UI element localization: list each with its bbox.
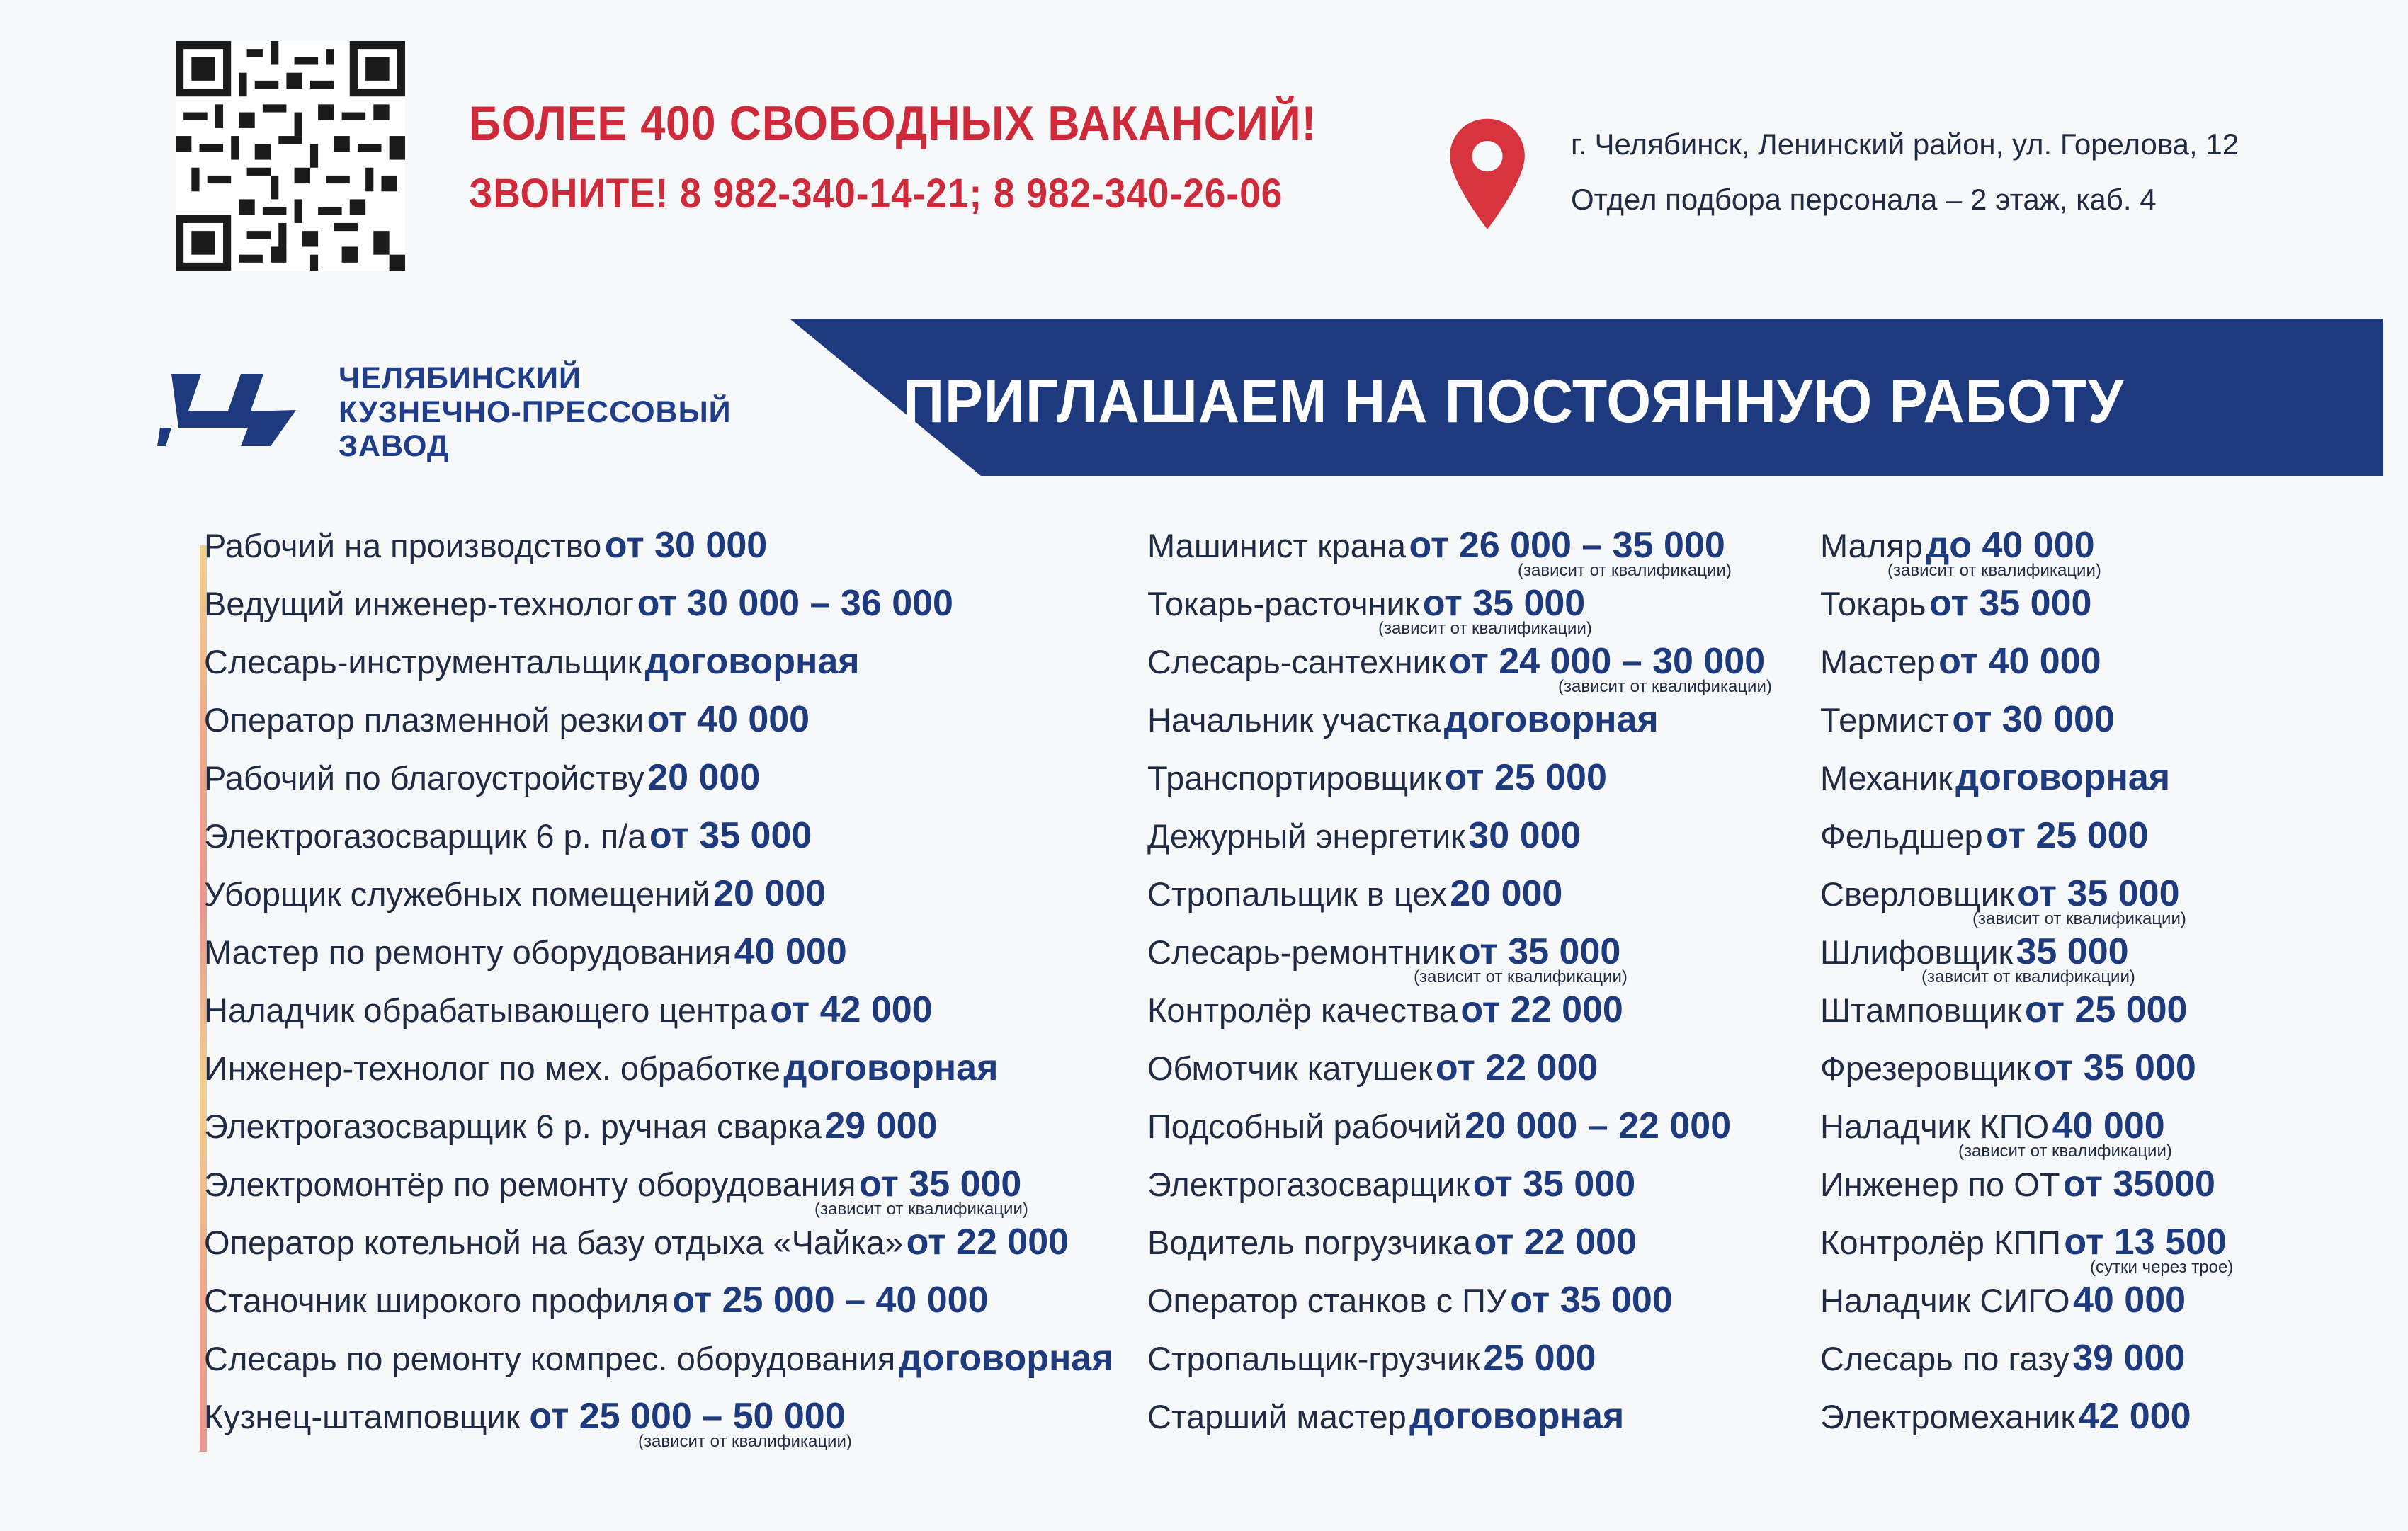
salary-note: (зависит от квалификации) (1518, 561, 1732, 580)
vacancy-title: Транспортировщик (1147, 759, 1442, 797)
vacancy-title: Стропальщик в цех (1147, 875, 1447, 913)
vacancy-salary: от 35 000 (858, 1163, 1022, 1205)
vacancy-salary: договорная (1955, 757, 2171, 798)
vacancy-title: Токарь-расточник (1147, 585, 1420, 622)
vacancy-salary: от 35 000 (1929, 583, 2092, 624)
vacancy-salary: от 40 000 (1938, 641, 2101, 682)
company-name-line: ЗАВОД (339, 429, 450, 463)
vacancy-title: Фрезеровщик (1820, 1049, 2031, 1087)
vacancy-item (1820, 756, 2227, 814)
vacancy-title: Обмотчик катушек (1147, 1049, 1433, 1087)
qr-code (176, 41, 405, 271)
vacancy-item (1147, 1279, 1765, 1337)
company-name-line: ЧЕЛЯБИНСКИЙ (339, 361, 581, 395)
vacancy-salary: от 25 000 – 40 000 (672, 1280, 989, 1321)
vacancy-title: Электромеханик (1820, 1398, 2075, 1435)
headline: БОЛЕЕ 400 СВОБОДНЫХ ВАКАНСИЙ! (469, 96, 1317, 150)
vacancy-title: Сверловщик (1820, 875, 2014, 913)
vacancy-salary: от 35 000 (2017, 873, 2180, 914)
vacancy-column-left (204, 524, 1113, 1453)
salary-note: (зависит от квалификации) (1958, 1142, 2172, 1161)
vacancy-title: Рабочий по благоустройству (204, 759, 644, 797)
vacancy-item (1147, 698, 1765, 756)
vacancy-item (204, 640, 1113, 698)
vacancy-title: Шлифовщик (1820, 933, 2014, 971)
vacancy-salary: договорная (898, 1338, 1113, 1379)
vacancy-item (204, 1337, 1113, 1395)
vacancy-item (204, 930, 1113, 989)
vacancy-title: Термист (1820, 701, 1949, 739)
vacancy-title: Стропальщик-грузчик (1147, 1340, 1480, 1377)
vacancy-salary: от 35000 (2062, 1163, 2215, 1205)
salary-note: (зависит от квалификации) (1558, 677, 1772, 696)
vacancy-item (1147, 1221, 1765, 1279)
vacancy-title: Водитель погрузчика (1147, 1224, 1471, 1261)
vacancy-salary: 20 000 – 22 000 (1465, 1105, 1732, 1146)
vacancy-salary: договорная (1409, 1396, 1625, 1437)
vacancy-title: Электрогазосварщик 6 р. ручная сварка (204, 1108, 822, 1145)
vacancy-salary: 20 000 (1450, 873, 1563, 914)
vacancy-title: Начальник участка (1147, 701, 1441, 739)
vacancy-item (1820, 872, 2227, 930)
vacancy-salary: от 25 000 (1444, 757, 1607, 798)
vacancy-item (1820, 930, 2227, 989)
vacancy-title: Слесарь-сантехник (1147, 643, 1446, 681)
bleed-through-decoration (1091, 248, 1106, 313)
vacancy-salary: 20 000 (647, 757, 761, 798)
vacancy-salary: от 22 000 (1435, 1047, 1598, 1088)
salary-note: (зависит от квалификации) (638, 1432, 852, 1451)
vacancy-title: Мастер по ремонту оборудования (204, 933, 732, 971)
vacancy-salary: 30 000 (1468, 815, 1581, 856)
vacancy-title: Оператор котельной на базу отдыха «Чайка» (204, 1224, 904, 1261)
vacancy-item (1147, 582, 1765, 640)
vacancy-title: Слесарь по ремонту компрес. оборудования (204, 1340, 896, 1377)
vacancy-title: Уборщик служебных помещений (204, 875, 710, 913)
vacancy-salary: от 30 000 – 36 000 (637, 583, 953, 624)
vacancy-salary: от 22 000 (1460, 989, 1623, 1030)
vacancy-salary: 42 000 (2078, 1396, 2191, 1437)
vacancy-salary: от 30 000 (604, 525, 768, 566)
vacancy-title: Дежурный энергетик (1147, 817, 1465, 855)
vacancy-title: Слесарь по газу (1820, 1340, 2069, 1377)
vacancy-title: Подсобный рабочий (1147, 1108, 1462, 1145)
vacancy-salary: от 22 000 (1474, 1222, 1637, 1263)
vacancy-item (1820, 1163, 2227, 1221)
vacancy-title: Старший мастер (1147, 1398, 1407, 1435)
vacancy-title: Наладчик обрабатывающего центра (204, 991, 767, 1029)
vacancy-item (1820, 640, 2227, 698)
vacancy-title: Рабочий на производство (204, 527, 602, 564)
vacancy-salary: договорная (1443, 699, 1659, 740)
vacancy-title: Электрогазосварщик (1147, 1166, 1470, 1203)
vacancy-title: Электрогазосварщик 6 р. п/а (204, 817, 647, 855)
vacancy-item (1147, 1105, 1765, 1163)
vacancy-title: Контролёр КПП (1820, 1224, 2061, 1261)
vacancy-item (1147, 756, 1765, 814)
vacancy-item (204, 1047, 1113, 1105)
vacancy-item (204, 1395, 1113, 1453)
vacancy-salary: от 13 500 (2064, 1222, 2227, 1263)
vacancy-item (204, 1105, 1113, 1163)
salary-note: (зависит от квалификации) (1414, 967, 1628, 986)
vacancy-salary: от 35 000 (1458, 931, 1621, 972)
vacancy-item (1147, 930, 1765, 989)
vacancy-item (1147, 989, 1765, 1047)
vacancy-item (1820, 524, 2227, 582)
vacancy-item (204, 814, 1113, 872)
vacancy-title: Наладчик СИГО (1820, 1282, 2070, 1319)
vacancy-item (1147, 1337, 1765, 1395)
vacancy-item (1820, 1279, 2227, 1337)
vacancy-item (1147, 1163, 1765, 1221)
vacancy-title: Наладчик КПО (1820, 1108, 2050, 1145)
vacancy-item (204, 1221, 1113, 1279)
location-pin-icon (1445, 115, 1530, 235)
vacancy-item (1147, 640, 1772, 698)
vacancy-item (1147, 1047, 1765, 1105)
vacancy-title: Слесарь-инструментальщик (204, 643, 642, 681)
vacancy-title: Механик (1820, 759, 1953, 797)
company-name (339, 361, 732, 463)
vacancy-salary: договорная (644, 641, 860, 682)
vacancy-title: Кузнец-штамповщик (204, 1398, 530, 1435)
vacancy-salary: 35 000 (2016, 931, 2129, 972)
vacancy-item (204, 989, 1113, 1047)
vacancy-item (1820, 1047, 2227, 1105)
vacancy-salary: от 25 000 (2025, 989, 2188, 1030)
vacancy-item (1147, 814, 1765, 872)
vacancy-salary: 29 000 (824, 1105, 938, 1146)
vacancy-title: Машинист крана (1147, 527, 1407, 564)
salary-note: (зависит от квалификации) (1921, 967, 2135, 986)
vacancy-title: Фельдшер (1820, 817, 1983, 855)
vacancy-salary: от 22 000 (906, 1222, 1069, 1263)
vacancy-item (1820, 1395, 2227, 1453)
vacancy-salary: 20 000 (713, 873, 827, 914)
vacancy-item (1147, 872, 1765, 930)
banner-title: ПРИГЛАШАЕМ НА ПОСТОЯННУЮ РАБОТУ (903, 368, 2125, 436)
vacancy-item (1147, 524, 1765, 582)
vacancy-salary: 40 000 (734, 931, 847, 972)
vacancy-item (204, 698, 1113, 756)
vacancy-item (1820, 814, 2227, 872)
vacancy-item (1147, 1395, 1765, 1453)
vacancy-title: Контролёр качества (1147, 991, 1458, 1029)
vacancy-salary: от 25 000 (1986, 815, 2149, 856)
vacancy-salary: от 42 000 (770, 989, 933, 1030)
vacancy-column-middle (1147, 524, 1772, 1453)
vacancy-title: Инженер по ОТ (1820, 1166, 2060, 1203)
vacancy-salary: от 25 000 – 50 000 (529, 1396, 846, 1437)
salary-note: (зависит от квалификации) (1378, 619, 1592, 638)
vacancy-item (204, 756, 1113, 814)
vacancy-salary: от 35 000 (2033, 1047, 2196, 1088)
vacancy-title: Оператор плазменной резки (204, 701, 644, 739)
salary-note: (зависит от квалификации) (1887, 561, 2101, 580)
vacancy-title: Слесарь-ремонтник (1147, 933, 1455, 971)
vacancy-salary: от 35 000 (649, 815, 812, 856)
vacancy-title: Инженер-технолог по мех. обработке (204, 1049, 780, 1087)
vacancy-item (1820, 582, 2227, 640)
vacancy-column-right (1820, 524, 2234, 1453)
vacancy-salary: от 35 000 (1422, 583, 1586, 624)
vacancy-item (204, 524, 1113, 582)
vacancy-item (1820, 1105, 2227, 1163)
vacancy-item (1820, 989, 2227, 1047)
vacancy-title: Оператор станков с ПУ (1147, 1282, 1507, 1319)
address-line: г. Челябинск, Ленинский район, ул. Горелова, 12 (1571, 127, 2239, 161)
vacancy-item (1820, 1221, 2234, 1279)
vacancy-salary: от 26 000 – 35 000 (1409, 525, 1725, 566)
vacancy-salary: от 40 000 (647, 699, 810, 740)
vacancy-title: Ведущий инженер-технолог (204, 585, 635, 622)
vacancy-salary: от 35 000 (1510, 1280, 1673, 1321)
department-line: Отдел подбора персонала – 2 этаж, каб. 4 (1571, 183, 2157, 216)
vacancy-salary: 40 000 (2072, 1280, 2186, 1321)
vacancy-item (1820, 1337, 2227, 1395)
vacancy-item (1820, 698, 2227, 756)
company-logo-icon (157, 368, 307, 452)
vacancy-title: Токарь (1820, 585, 1926, 622)
vacancy-salary: 25 000 (1483, 1338, 1596, 1379)
company-name-line: КУЗНЕЧНО-ПРЕССОВЫЙ (339, 395, 732, 429)
vacancy-title: Станочник широкого профиля (204, 1282, 669, 1319)
vacancy-item (204, 1163, 1113, 1221)
vacancy-salary: от 35 000 (1472, 1163, 1636, 1205)
salary-note: (зависит от квалификации) (814, 1200, 1028, 1219)
vacancy-title: Электромонтёр по ремонту оборудования (204, 1166, 856, 1203)
vacancy-salary: 40 000 (2052, 1105, 2165, 1146)
vacancy-salary: 39 000 (2072, 1338, 2186, 1379)
salary-note: (сутки через трое) (2090, 1258, 2234, 1277)
vacancy-salary: до 40 000 (1926, 525, 2095, 566)
vacancy-item (204, 1279, 1113, 1337)
vacancy-title: Мастер (1820, 643, 1936, 681)
vacancy-title: Штамповщик (1820, 991, 2022, 1029)
vacancy-salary: от 24 000 – 30 000 (1448, 641, 1766, 682)
salary-note: (зависит от квалификации) (1972, 909, 2186, 928)
vacancy-salary: договорная (783, 1047, 999, 1088)
vacancy-item (204, 582, 1113, 640)
vacancy-title: Маляр (1820, 527, 1923, 564)
vacancy-salary: от 30 000 (1952, 699, 2115, 740)
phone-numbers: ЗВОНИТЕ! 8 982-340-14-21; 8 982-340-26-06 (469, 171, 1283, 217)
vacancy-item (204, 872, 1113, 930)
